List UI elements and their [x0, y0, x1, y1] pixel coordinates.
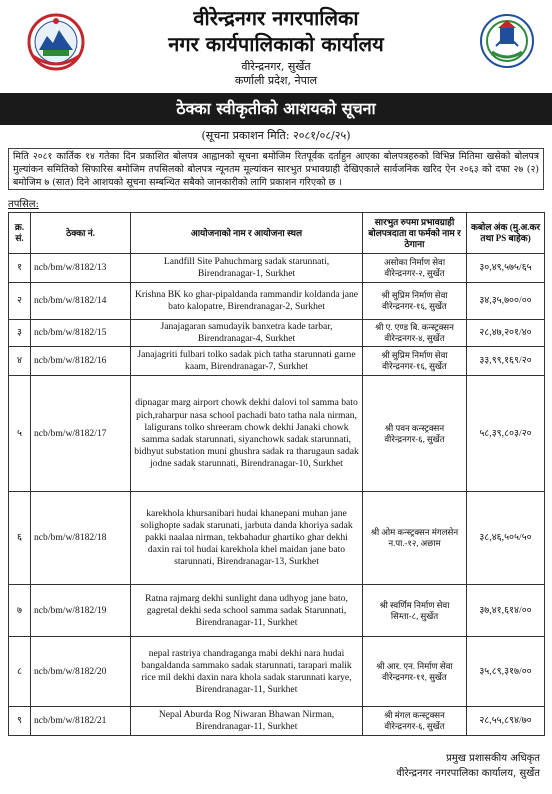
municipality-logo-icon [478, 10, 536, 72]
table-row [9, 347, 545, 376]
row-project: Ratna rajmarg dekhi sunlight dana udhyog jane bato, gagretal dekhi seda school samma sadak Starunnati, Birendranagar-11, Surkhet [131, 585, 363, 637]
address-line-2: कर्णाली प्रदेश, नेपाल [234, 74, 318, 87]
table-row [9, 492, 545, 585]
row-firm: श्री ए. एण्ड बि. कन्स्ट्रक्सन वीरेन्द्रनगर-४, सुर्खेत [363, 320, 467, 347]
header-amount: कबोल अंक (मु.अ.कर तथा PS बाहेक) [467, 213, 545, 254]
signatory-office: वीरेन्द्रनगर नगरपालिका कार्यालय, सुर्खेत [396, 768, 540, 779]
row-contract-no: ncb/bm/w/8182/21 [31, 707, 131, 736]
table-header-row [9, 213, 545, 254]
details-label: तपसिल: [8, 199, 39, 210]
row-amount: ३४,३५,७००/०० [467, 283, 545, 320]
row-amount: ३८,४६,५०५/५० [467, 492, 545, 585]
intro-paragraph: मिति २०८१ कार्तिक १४ गतेका दिन प्रकाशित बोलपत्र आह्वानको सूचना बमोजिम रितपूर्वक दर्ताहुन आएका बोलपत्रहरुको विभिन्न मितिमा खसेको बोलपत्र मुल्यांकन समितिको सिफारिस बमोजिम तपसिलको बोलपत्र न्यूनतम मूल्यांकन सारभुत प्रभावग्राही देखिएकाले सार्वजनिक खरिद ऐन २०६३ को दफा २७ (२) बमोजिम ७ (सात) दिने आशयको सूचना सम्बन्धित सबैको जानकारीको लागि प्रकाशन गरिएको छ । [8, 148, 544, 190]
row-amount: ३५,८९,३१७/०० [467, 637, 545, 707]
contract-table [8, 212, 545, 736]
row-amount: ५८,३९,८०३/२० [467, 376, 545, 492]
row-amount: २८,४७,२०१/४० [467, 320, 545, 347]
table-row [9, 254, 545, 283]
row-sn: ४ [9, 347, 31, 376]
row-firm: श्री स्वर्णिम निर्माण सेवा सिम्ता-८, सुर्खेत [363, 585, 467, 637]
row-project: Krishna BK ko ghar-pipaldanda rammandir koldanda jane bato kalopatre, Birendranagar-2, Surkhet [131, 283, 363, 320]
row-sn: ६ [9, 492, 31, 585]
row-sn: १ [9, 254, 31, 283]
row-contract-no: ncb/bm/w/8182/17 [31, 376, 131, 492]
row-sn: ९ [9, 707, 31, 736]
row-amount: ३०,४९,५७५/६५ [467, 254, 545, 283]
row-firm: श्री सुप्रिम निर्माण सेवा वीरेन्द्रनगर-१६, सुर्खेत [363, 347, 467, 376]
row-contract-no: ncb/bm/w/8182/18 [31, 492, 131, 585]
row-firm: श्री आर. एन. निर्माण सेवा वीरेन्द्रनगर-११, सुर्खेत [363, 637, 467, 707]
row-project: Janajagaran samudayik banxetra kade tarbar, Birendranagar-4, Surkhet [131, 320, 363, 347]
row-contract-no: ncb/bm/w/8182/14 [31, 283, 131, 320]
row-sn: ३ [9, 320, 31, 347]
row-firm: श्री मंगल कन्स्ट्रक्सन वीरेन्द्रनगर-६, सुर्खेत [363, 707, 467, 736]
row-contract-no: ncb/bm/w/8182/20 [31, 637, 131, 707]
row-project: Nepal Aburda Rog Niwaran Bhawan Nirman, Birendranagar-11, Surkhet [131, 707, 363, 736]
table-row [9, 637, 545, 707]
row-sn: २ [9, 283, 31, 320]
letterhead [0, 0, 552, 92]
notice-banner: ठेक्का स्वीकृतीको आशयको सूचना [0, 93, 552, 125]
header-contract-no: ठेक्का नं. [31, 213, 131, 254]
row-firm: असोका निर्माण सेवा वीरेन्द्रनगर-२, सुर्खेत [363, 254, 467, 283]
row-firm: श्री सुप्रिम निर्माण सेवा वीरेन्द्रनगर-१६, सुर्खेत [363, 283, 467, 320]
table-row [9, 283, 545, 320]
header-sn: क्र. सं. [9, 213, 31, 254]
row-amount: ३७,४१,६१४/०० [467, 585, 545, 637]
row-firm: श्री ओम कन्स्ट्रक्सन मंगलसेन न.पा.-१२, अछाम [363, 492, 467, 585]
row-amount: २८,५५,८९४/७० [467, 707, 545, 736]
office-title: नगर कार्यपालिकाको कार्यालय [168, 32, 384, 56]
signatory-title: प्रमुख प्रशासकीय अधिकृत [446, 753, 540, 764]
table-row [9, 376, 545, 492]
row-project: Janajagriti fulbari tolko sadak pich tatha starunnati garne kaam, Birendranagar-7, Surkhet [131, 347, 363, 376]
row-firm: श्री पवन कन्स्ट्रक्सन वीरेन्द्रनगर-६, सुर्खेत [363, 376, 467, 492]
row-sn: ८ [9, 637, 31, 707]
row-project: karekhola khursanibari hudai khanepani muhan jane solighopte sadak starunati, jarbuta danda khoriya sadak pakki naalaa nirman, tekbahadur ghartiko ghar dekhi daxin rai tol hudai karekhola khel maidan jane bato starunnati, Birendranagar-13, Surkhet [131, 492, 363, 585]
municipality-title: वीरेन्द्रनगर नगरपालिका [193, 6, 359, 30]
row-project: dipnagar marg airport chowk dekhi dalovi tol samma bato pich,raharpur nasa school pachadi bato tatha nala nirman, laligurans tolko shreeram chowk dekhi Janaki chowk samma sadak starunnati, siyanchowk sadak starunnati, bidhyut substation muni ghushra sadak ra tharugaun sadak jodne sadak starunnati, Birendranagar-10, Surkhet [131, 376, 363, 492]
header-firm: सारभुत रुपमा प्रभावग्राही बोलपत्रदाता वा फर्मको नाम र ठेगाना [363, 213, 467, 254]
row-amount: ३३,९९,१६९/२० [467, 347, 545, 376]
row-contract-no: ncb/bm/w/8182/15 [31, 320, 131, 347]
publish-date: (सूचना प्रकाशन मिति: २०८१/०८/२५) [201, 129, 351, 142]
row-project: Landfill Site Pahuchmarg sadak starunnati, Birendranagar-1, Surkhet [131, 254, 363, 283]
header-project: आयोजनाको नाम र आयोजना स्थल [131, 213, 363, 254]
row-contract-no: ncb/bm/w/8182/13 [31, 254, 131, 283]
address-line-1: वीरेन्द्रनगर, सुर्खेत [241, 60, 311, 73]
table-row [9, 585, 545, 637]
row-sn: ५ [9, 376, 31, 492]
row-sn: ७ [9, 585, 31, 637]
table-row [9, 320, 545, 347]
table-row [9, 707, 545, 736]
row-contract-no: ncb/bm/w/8182/19 [31, 585, 131, 637]
row-project: nepal rastriya chandraganga mabi dekhi nara hudai bangaldanda sammako sadak starunnati, tarapari malik rice mil dekhi daxin nara khola sadak starunnati karye, Birendranagar-11, Surkhet [131, 637, 363, 707]
row-contract-no: ncb/bm/w/8182/16 [31, 347, 131, 376]
